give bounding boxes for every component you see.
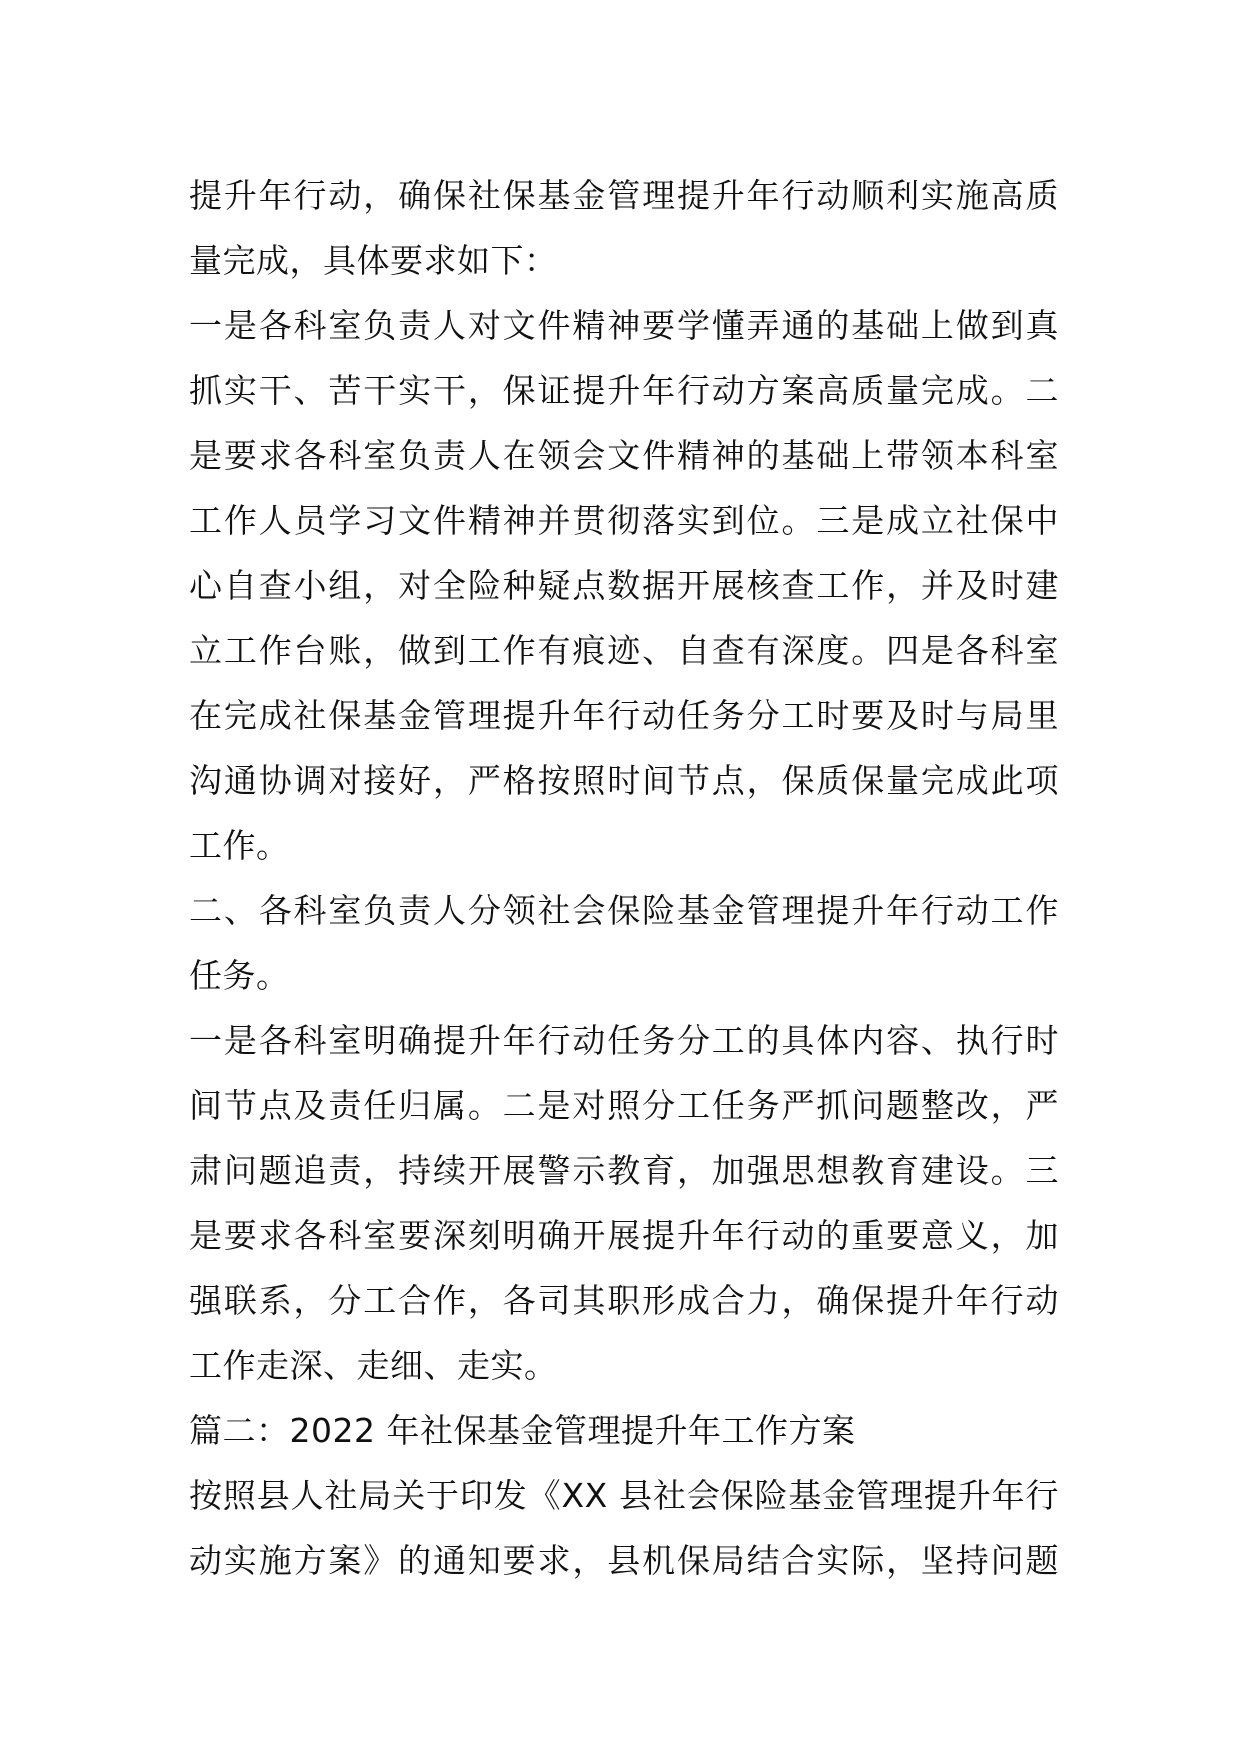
text-line: 是要求各科室要深刻明确开展提升年行动的重要意义，加 <box>189 1216 1059 1255</box>
text-line: 工作人员学习文件精神并贯彻落实到位。三是成立社保中 <box>189 501 1059 540</box>
text-line: 肃问题追责，持续开展警示教育，加强思想教育建设。三 <box>189 1151 1059 1190</box>
body-text <box>189 163 1059 1593</box>
text-line: 提升年行动，确保社保基金管理提升年行动顺利实施高质 <box>189 176 1059 215</box>
text-line: 动实施方案》的通知要求，县机保局结合实际，坚持问题 <box>189 1541 1059 1580</box>
text-line: 抓实干、苦干实干，保证提升年行动方案高质量完成。二 <box>189 371 1059 410</box>
text-line: 二、各科室负责人分领社会保险基金管理提升年行动工作 <box>189 891 1059 930</box>
text-line: 是要求各科室负责人在领会文件精神的基础上带领本科室 <box>189 436 1059 475</box>
text-line: 立工作台账，做到工作有痕迹、自查有深度。四是各科室 <box>189 631 1059 670</box>
text-line: 工作走深、走细、走实。 <box>189 1346 558 1385</box>
text-line: 一是各科室明确提升年行动任务分工的具体内容、执行时 <box>189 1021 1059 1060</box>
text-line: 工作。 <box>189 826 290 865</box>
text-line: 心自查小组，对全险种疑点数据开展核查工作，并及时建 <box>189 566 1059 605</box>
text-line: 强联系，分工合作，各司其职形成合力，确保提升年行动 <box>189 1281 1059 1320</box>
text-line: 在完成社保基金管理提升年行动任务分工时要及时与局里 <box>189 696 1059 735</box>
text-line: 一是各科室负责人对文件精神要学懂弄通的基础上做到真 <box>189 306 1059 345</box>
text-line: 间节点及责任归属。二是对照分工任务严抓问题整改，严 <box>189 1086 1059 1125</box>
text-line: 量完成，具体要求如下： <box>189 241 558 280</box>
text-line: 篇二：2022 年社保基金管理提升年工作方案 <box>189 1411 856 1450</box>
text-line: 按照县人社局关于印发《XX 县社会保险基金管理提升年行 <box>189 1476 1059 1515</box>
text-line: 任务。 <box>189 956 290 995</box>
text-line: 沟通协调对接好，严格按照时间节点，保质保量完成此项 <box>189 761 1059 800</box>
